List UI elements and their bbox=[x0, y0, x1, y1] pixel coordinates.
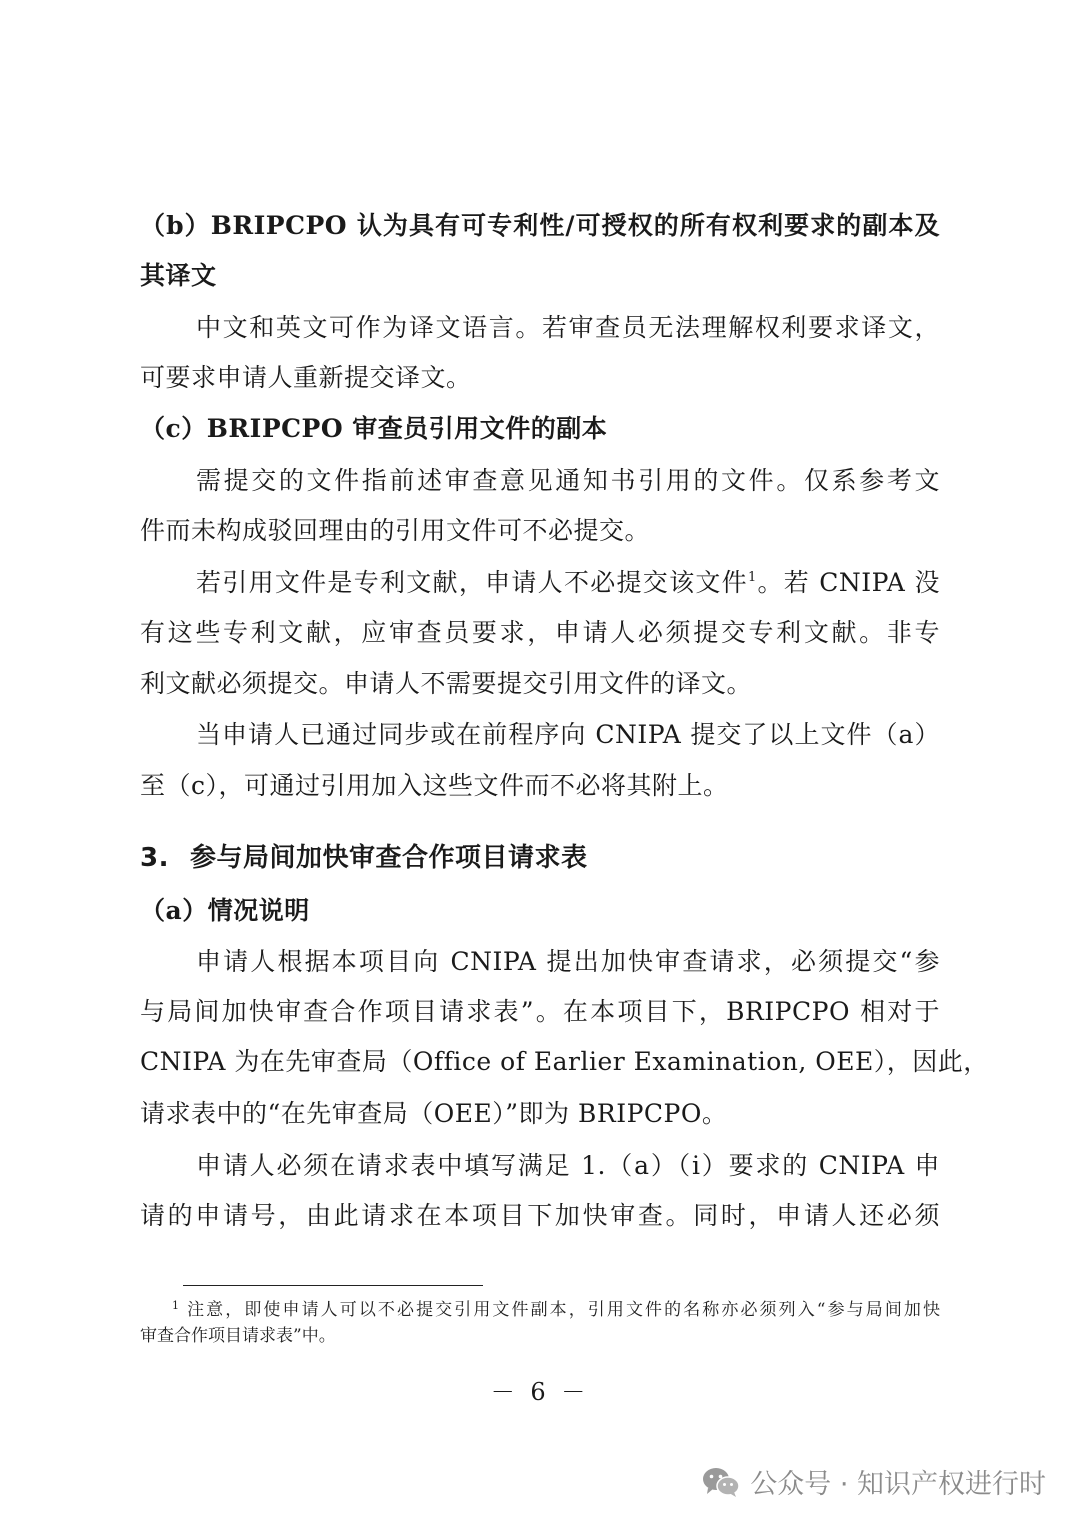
section-c-p1-line2: 件而未构成驳回理由的引用文件可不必提交。 bbox=[140, 516, 651, 545]
section-3-heading bbox=[140, 842, 940, 874]
watermark bbox=[702, 1462, 1046, 1501]
footnote-line1 bbox=[140, 1299, 940, 1321]
section-c-p2-text-before: 若引用文件是专利文献，申请人不必提交该文件 bbox=[196, 568, 748, 597]
section-c-p2-text-after: 。若 CNIPA 没 bbox=[756, 568, 940, 597]
section-3a-p1-line1: 申请人根据本项目向 CNIPA 提出加快审查请求，必须提交“参 bbox=[196, 947, 940, 976]
section-b-paragraph-line1: 中文和英文可作为译文语言。若审查员无法理解权利要求译文， bbox=[196, 313, 940, 342]
footnote-separator bbox=[183, 1285, 483, 1286]
section-3a-p1-line2: 与局间加快审查合作项目请求表”。在本项目下，BRIPCPO 相对于 bbox=[140, 997, 940, 1026]
section-c-p1-line1: 需提交的文件指前述审查意见通知书引用的文件。仅系参考文 bbox=[196, 466, 940, 495]
section-b-heading-line1: （b）BRIPCPO 认为具有可专利性/可授权的所有权利要求的副本及 bbox=[140, 211, 940, 240]
footnote-reference: 1 bbox=[747, 570, 757, 585]
section-3a-p1-line4: 请求表中的“在先审查局（OEE）”即为 BRIPCPO。 bbox=[140, 1099, 728, 1128]
section-3-title: 参与局间加快审查合作项目请求表 bbox=[190, 843, 588, 873]
section-3a-p1-line3: CNIPA 为在先审查局（Office of Earlier Examination, OEE），因此， bbox=[140, 1047, 989, 1076]
section-3a-heading: （a）情况说明 bbox=[140, 896, 310, 925]
section-c-p2-line1 bbox=[196, 567, 940, 599]
document-page bbox=[140, 0, 989, 1527]
section-c-p2-line3: 利文献必须提交。申请人不需要提交引用文件的译文。 bbox=[140, 669, 753, 698]
section-3-number: 3. bbox=[140, 843, 169, 873]
section-3a-p2-line2: 请的申请号，由此请求在本项目下加快审查。同时，申请人还必须 bbox=[140, 1201, 940, 1230]
section-b-heading-line2: 其译文 bbox=[140, 261, 217, 290]
section-c-p3-line2: 至（c），可通过引用加入这些文件而不必将其附上。 bbox=[140, 771, 729, 800]
section-c-heading: （c）BRIPCPO 审查员引用文件的副本 bbox=[140, 414, 608, 443]
watermark-text: 公众号 · 知识产权进行时 bbox=[750, 1469, 1046, 1500]
page-number: － 6 － bbox=[490, 1378, 590, 1406]
wechat-icon bbox=[702, 1466, 740, 1498]
section-c-p2-line2: 有这些专利文献，应审查员要求，申请人必须提交专利文献。非专 bbox=[140, 618, 940, 647]
section-3a-p2-line1: 申请人必须在请求表中填写满足 1.（a）（i）要求的 CNIPA 申 bbox=[196, 1151, 940, 1180]
footnote-text-line1: 注意，即使申请人可以不必提交引用文件副本，引用文件的名称亦必须列入“参与局间加快 bbox=[185, 1300, 940, 1320]
section-b-paragraph-line2: 可要求申请人重新提交译文。 bbox=[140, 363, 472, 392]
footnote-mark: 1 bbox=[172, 1299, 179, 1312]
section-c-p3-line1: 当申请人已通过同步或在前程序向 CNIPA 提交了以上文件（a） bbox=[196, 720, 940, 749]
footnote-line2: 审查合作项目请求表”中。 bbox=[140, 1326, 336, 1346]
